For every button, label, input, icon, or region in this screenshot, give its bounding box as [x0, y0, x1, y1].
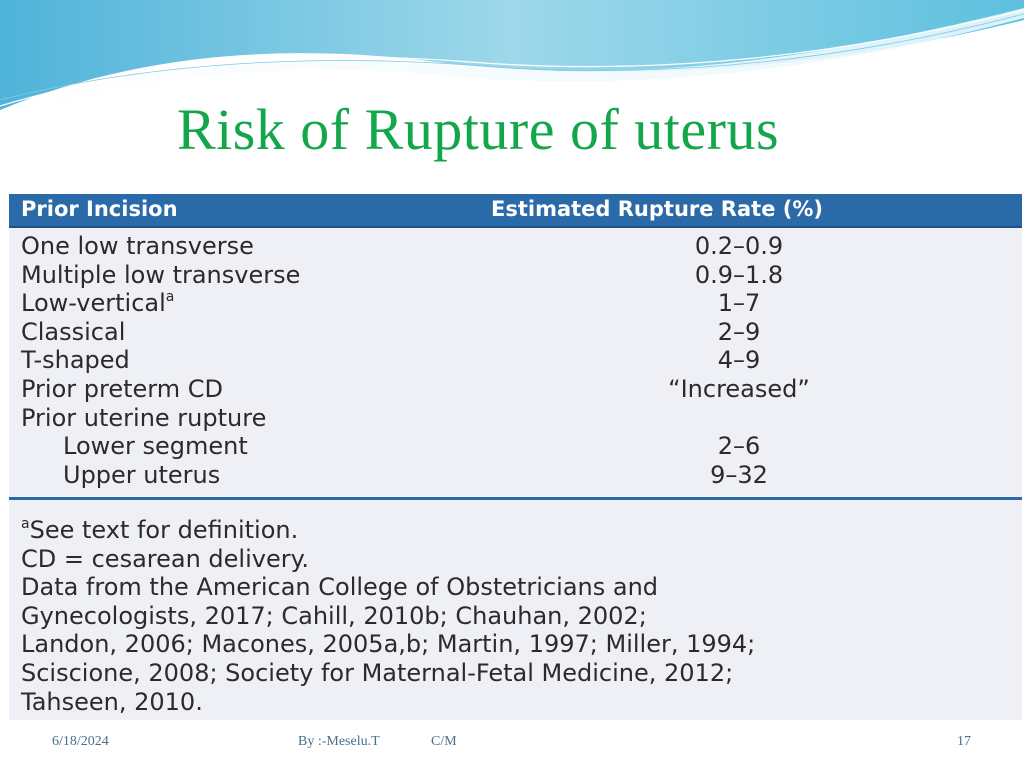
footer-date: 6/18/2024 [52, 734, 109, 749]
rate-cell: 9–32 [710, 460, 768, 489]
footer-author: By :-Meselu.T [298, 734, 380, 749]
footer-department: C/M [431, 734, 457, 749]
incision-cell: Prior preterm CD [21, 374, 223, 403]
table-row [9, 261, 1022, 290]
table-header [9, 194, 1022, 228]
incision-cell: Multiple low transverse [21, 260, 301, 289]
table-row [9, 432, 1022, 461]
header-estimated-rupture-rate: Estimated Rupture Rate (%) [491, 197, 823, 221]
incision-text: Low-vertical [21, 289, 166, 318]
rate-cell: 0.2–0.9 [694, 232, 784, 260]
footnote-cd: CD = cesarean delivery. [21, 544, 310, 573]
rate-cell: 2–9 [717, 317, 761, 346]
footnote-marker: a [165, 289, 175, 306]
table-row [9, 404, 1022, 433]
table-row [9, 232, 1022, 261]
footnote-a [21, 510, 1016, 545]
footnote-data-line: Gynecologists, 2017; Cahill, 2010b; Chauhan, 2002; [21, 601, 647, 630]
footer-page-number: 17 [957, 734, 971, 749]
table-divider [9, 497, 1022, 500]
table-row [9, 318, 1022, 347]
table-row [9, 289, 1022, 318]
table-row [9, 461, 1022, 490]
rate-cell: “Increased” [668, 374, 810, 403]
incision-subcell: Upper uterus [63, 460, 221, 489]
rupture-rate-table [9, 194, 1022, 720]
footnote-data-line: Landon, 2006; Macones, 2005a,b; Martin, 1997; Miller, 1994; [21, 630, 756, 659]
rate-cell: 4–9 [717, 346, 761, 375]
incision-cell: T-shaped [21, 346, 130, 375]
header-prior-incision: Prior Incision [21, 197, 178, 221]
table-row [9, 375, 1022, 404]
table-body [9, 232, 1022, 489]
footnote-data-line: Tahseen, 2010. [21, 687, 203, 716]
incision-cell: Classical [21, 317, 126, 346]
footnote-data-line: Sciscione, 2008; Society for Maternal-Fetal Medicine, 2012; [21, 658, 734, 687]
slide-title: Risk of Rupture of uterus [176, 97, 780, 162]
table-row [9, 346, 1022, 375]
incision-cell: One low transverse [21, 232, 254, 260]
rate-cell: 2–6 [717, 432, 761, 461]
footnote-marker: a [21, 516, 30, 532]
footnote-a-text: See text for definition. [29, 516, 299, 544]
rate-cell: 1–7 [717, 289, 761, 318]
footnote-data-line: Data from the American College of Obstetricians and [21, 573, 659, 602]
table-footnotes [21, 510, 1016, 716]
incision-cell: Prior uterine rupture [21, 403, 267, 432]
rate-cell: 0.9–1.8 [694, 260, 784, 289]
incision-subcell: Lower segment [63, 432, 248, 461]
incision-cell-with-footnote [21, 289, 174, 317]
